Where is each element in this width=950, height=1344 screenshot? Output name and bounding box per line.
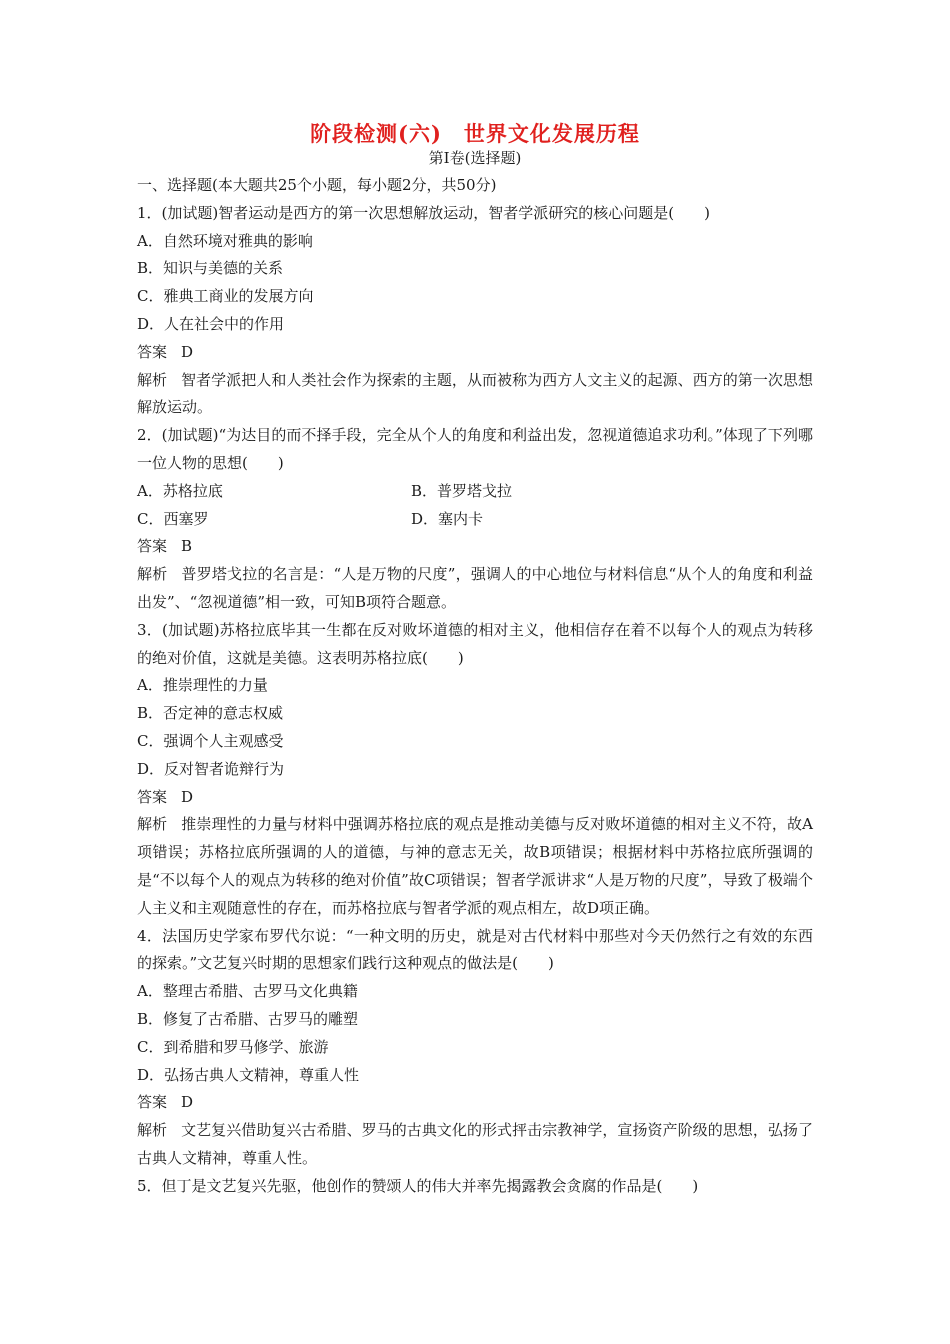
question-2: [137, 422, 813, 617]
analysis-text: 文艺复兴借助复兴古希腊、罗马的古典文化的形式抨击宗教神学，宣扬资产阶级的思想，弘扬了古典人文精神，尊重人性。: [137, 1121, 813, 1167]
answer-value: D: [181, 1093, 194, 1112]
question-stem: 1．(加试题)智者运动是西方的第一次思想解放运动，智者学派研究的核心问题是( ): [137, 203, 710, 222]
option-c: C．到希腊和罗马修学、旅游: [137, 1037, 329, 1056]
answer-value: D: [181, 787, 194, 806]
analysis-text: 推崇理性的力量与材料中强调苏格拉底的观点是推动美德与反对败坏道德的相对主义不符，故A项错误；苏格拉底所强调的人的道德，与神的意志无关，故B项错误；根据材料中苏格拉底所强调的是“不以每个人的观点为转移的绝对价值”故C项错误；智者学派讲求“人是万物的尺度”，导致了极端个人主义和主观随意性的存在，而苏格拉底与智者学派的观点相左，故D项正确。: [137, 815, 813, 917]
option-c: C．雅典工商业的发展方向: [137, 287, 314, 306]
option-d: D．塞内卡: [411, 509, 484, 528]
option-a: A．自然环境对雅典的影响: [137, 231, 313, 250]
analysis-label: 解析: [137, 565, 168, 584]
section-heading: 一、选择题(本大题共25个小题，每小题2分，共50分): [137, 176, 497, 194]
question-4: [137, 923, 813, 1173]
answer-label: 答案: [137, 537, 168, 556]
answer-label: 答案: [137, 342, 168, 361]
option-row: [137, 478, 813, 506]
analysis: [137, 1117, 813, 1173]
answer-label: 答案: [137, 787, 168, 806]
analysis-label: 解析: [137, 370, 168, 389]
option-b: B．知识与美德的关系: [137, 259, 284, 278]
answer: [137, 1089, 813, 1117]
question-3: [137, 617, 813, 923]
option-c: C．西塞罗: [137, 509, 209, 528]
analysis-label: 解析: [137, 815, 168, 834]
option-a: A．整理古希腊、古罗马文化典籍: [137, 982, 358, 1001]
question-stem: 5．但丁是文艺复兴先驱，他创作的赞颂人的伟大并率先揭露教会贪腐的作品是( ): [137, 1176, 699, 1195]
question-stem: 4．法国历史学家布罗代尔说：“一种文明的历史，就是对古代材料中那些对今天仍然行之有效的东西的探索。”文艺复兴时期的思想家们践行这种观点的做法是( ): [137, 926, 813, 973]
question-5: [137, 1173, 813, 1201]
option-a: A．推崇理性的力量: [137, 676, 268, 695]
analysis: [137, 367, 813, 423]
option-d: D．反对智者诡辩行为: [137, 759, 285, 778]
option-b: B．修复了古希腊、古罗马的雕塑: [137, 1009, 359, 1028]
option-b: B．普罗塔戈拉: [411, 481, 513, 500]
document-subtitle: 第Ⅰ卷(选择题): [428, 149, 522, 167]
answer-label: 答案: [137, 1093, 168, 1112]
option-row: [137, 506, 813, 534]
analysis: [137, 811, 813, 922]
analysis: [137, 561, 813, 617]
analysis-text: 普罗塔戈拉的名言是：“人是万物的尺度”，强调人的中心地位与材料信息“从个人的角度和利益出发”、“忽视道德”相一致，可知B项符合题意。: [137, 565, 813, 611]
option-d: D．弘扬古典人文精神，尊重人性: [137, 1065, 360, 1084]
question-1: [137, 200, 813, 422]
option-c: C．强调个人主观感受: [137, 731, 284, 750]
answer: [137, 339, 813, 367]
answer: [137, 533, 813, 561]
analysis-text: 智者学派把人和人类社会作为探索的主题，从而被称为西方人文主义的起源、西方的第一次思想解放运动。: [137, 370, 813, 417]
option-d: D．人在社会中的作用: [137, 314, 285, 333]
question-stem: 3．(加试题)苏格拉底毕其一生都在反对败坏道德的相对主义，他相信存在着不以每个人的观点为转移的绝对价值，这就是美德。这表明苏格拉底( ): [137, 620, 813, 667]
answer: [137, 784, 813, 812]
answer-value: D: [181, 342, 194, 361]
document-title: 阶段检测(六) 世界文化发展历程: [310, 121, 640, 146]
answer-value: B: [181, 537, 193, 556]
analysis-label: 解析: [137, 1121, 168, 1140]
question-stem: 2．(加试题)“为达目的而不择手段，完全从个人的角度和利益出发，忽视道德追求功利。”体现了下列哪一位人物的思想( ): [137, 426, 813, 472]
option-b: B．否定神的意志权威: [137, 704, 284, 723]
document-page: [137, 120, 813, 1200]
option-a: A．苏格拉底: [137, 481, 223, 500]
